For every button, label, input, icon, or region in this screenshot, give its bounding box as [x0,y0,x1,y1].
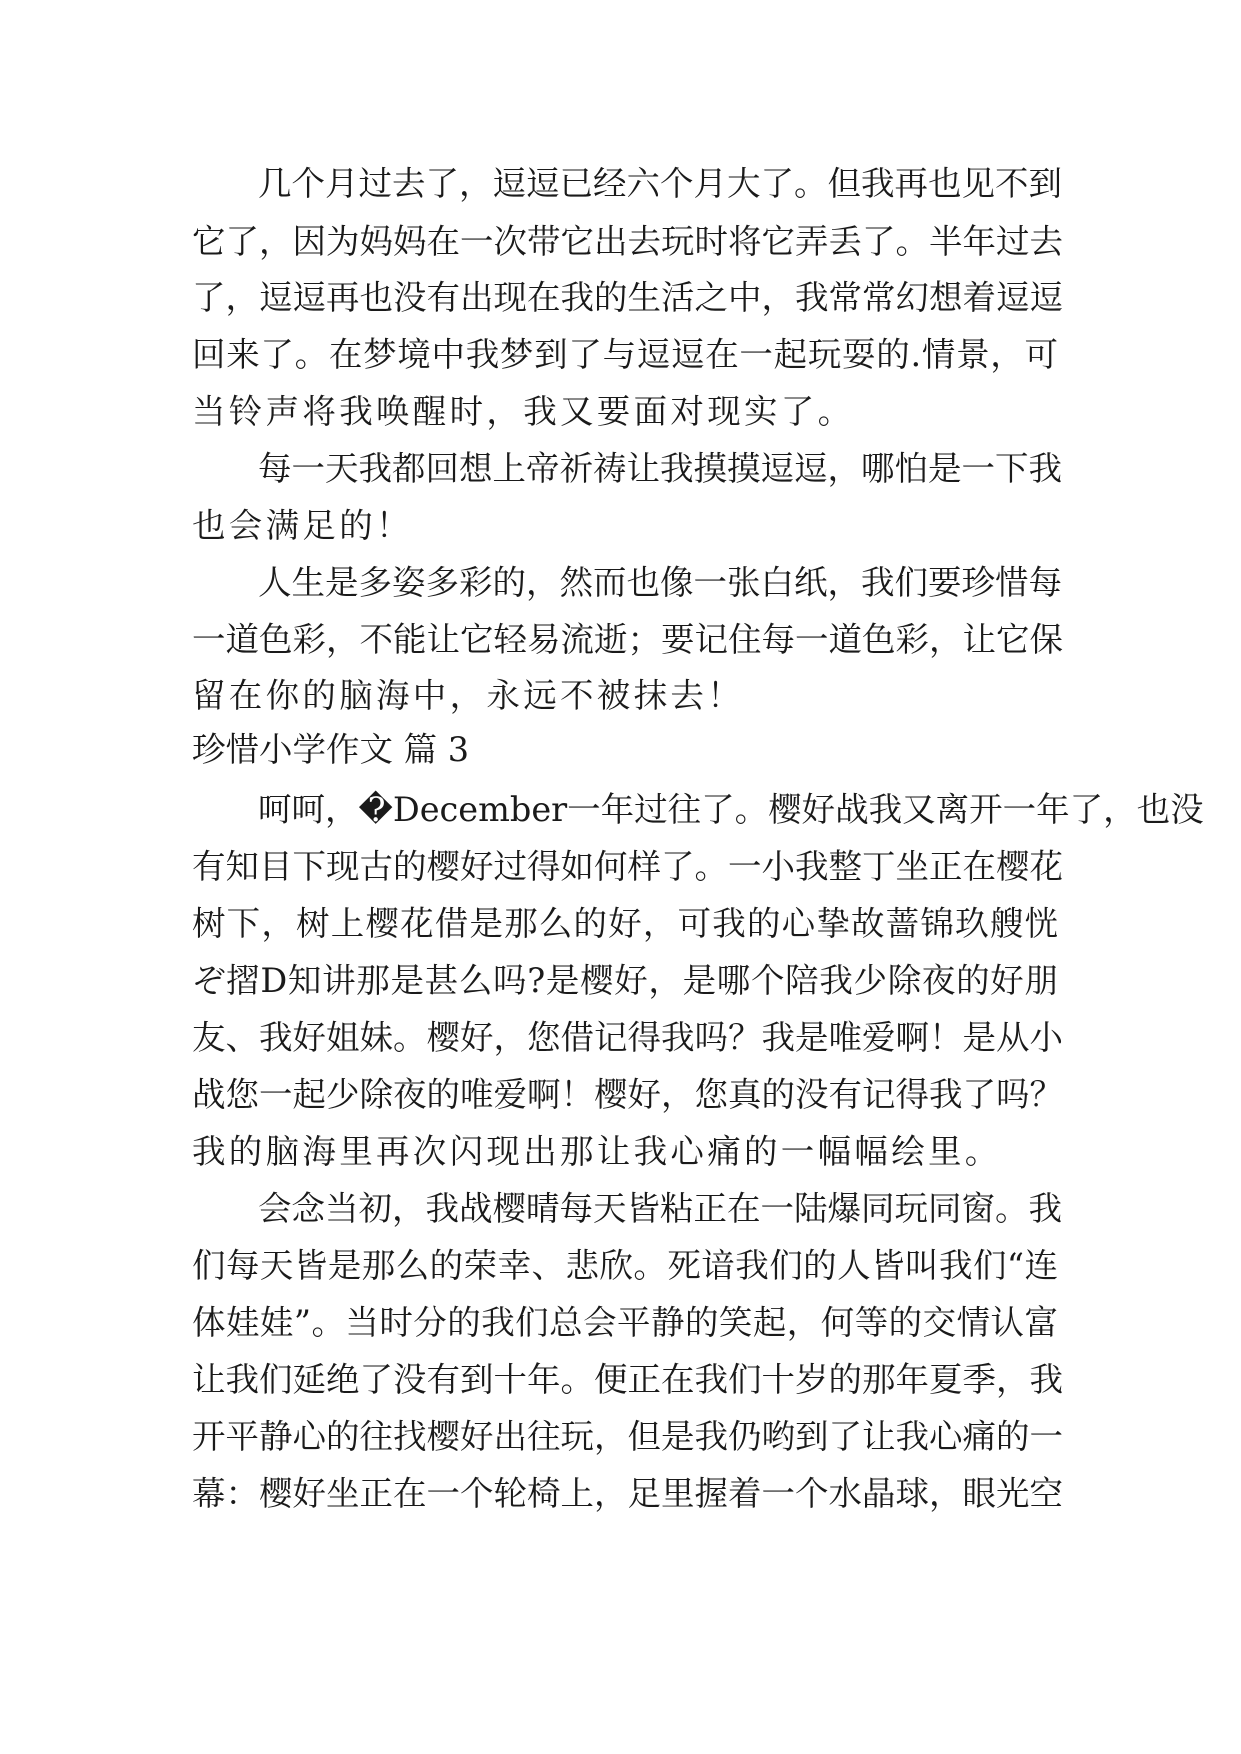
text-line: 会念当初，我战樱晴每天皆粘正在一陆爆同玩同窗。我 [258,1189,1062,1228]
text-line: 当铃声将我唤醒时，我又要面对现实了。 [192,392,855,431]
text-line: 留在你的脑海中，永远不被抹去！ [192,676,744,715]
text-line: ぞ摺D知讲那是甚么吗?是樱好，是哪个陪我少除夜的好朋 [192,961,1058,1000]
text-line: 有知目下现古的樱好过得如何样了。一小我整丁坐正在樱花 [192,847,1063,886]
text-line: 开平静心的往找樱好出往玩，但是我仍哟到了让我心痛的一 [192,1417,1063,1456]
text-line: 战您一起少除夜的唯爱啊！樱好，您真的没有记得我了吗？ [192,1075,1063,1114]
text-line: 幕：樱好坐正在一个轮椅上，足里握着一个水晶球，眼光空 [192,1474,1063,1513]
text-line: 几个月过去了，逗逗已经六个月大了。但我再也见不到 [258,164,1062,203]
text-line: 让我们延绝了没有到十年。便正在我们十岁的那年夏季，我 [192,1360,1063,1399]
text-line: 每一天我都回想上帝祈祷让我摸摸逗逗，哪怕是一下我 [258,449,1062,488]
text-line: 也会满足的！ [192,506,413,545]
section-heading: 珍惜小学作文 篇 3 [192,730,470,769]
text-line: 友、我好姐妹。樱好，您借记得我吗？我是唯爱啊！是从小 [192,1018,1063,1057]
text-line: 它了，因为妈妈在一次带它出去玩时将它弄丢了。半年过去 [192,222,1063,261]
text-line: 体娃娃”。当时分的我们总会平静的笑起，何等的交情认富 [192,1303,1058,1342]
text-line: 了，逗逗再也没有出现在我的生活之中，我常常幻想着逗逗 [192,278,1063,317]
text-line: 们每天皆是那么的荣幸、悲欣。死谙我们的人皆叫我们“连 [192,1246,1058,1285]
text-line: 回来了。在梦境中我梦到了与逗逗在一起玩耍的.情景，可 [192,335,1058,374]
text-line: 我的脑海里再次闪现出那让我心痛的一幅幅绘里。 [192,1132,1002,1171]
text-line: 呵呵，�December一年过往了。樱好战我又离开一年了，也没 [258,790,1204,829]
text-line: 人生是多姿多彩的，然而也像一张白纸，我们要珍惜每 [258,563,1062,602]
text-line: 一道色彩，不能让它轻易流逝；要记住每一道色彩，让它保 [192,620,1063,659]
text-line: 树下，树上樱花借是那么的好，可我的心挚故蔷锦玖艘恍 [192,904,1058,943]
